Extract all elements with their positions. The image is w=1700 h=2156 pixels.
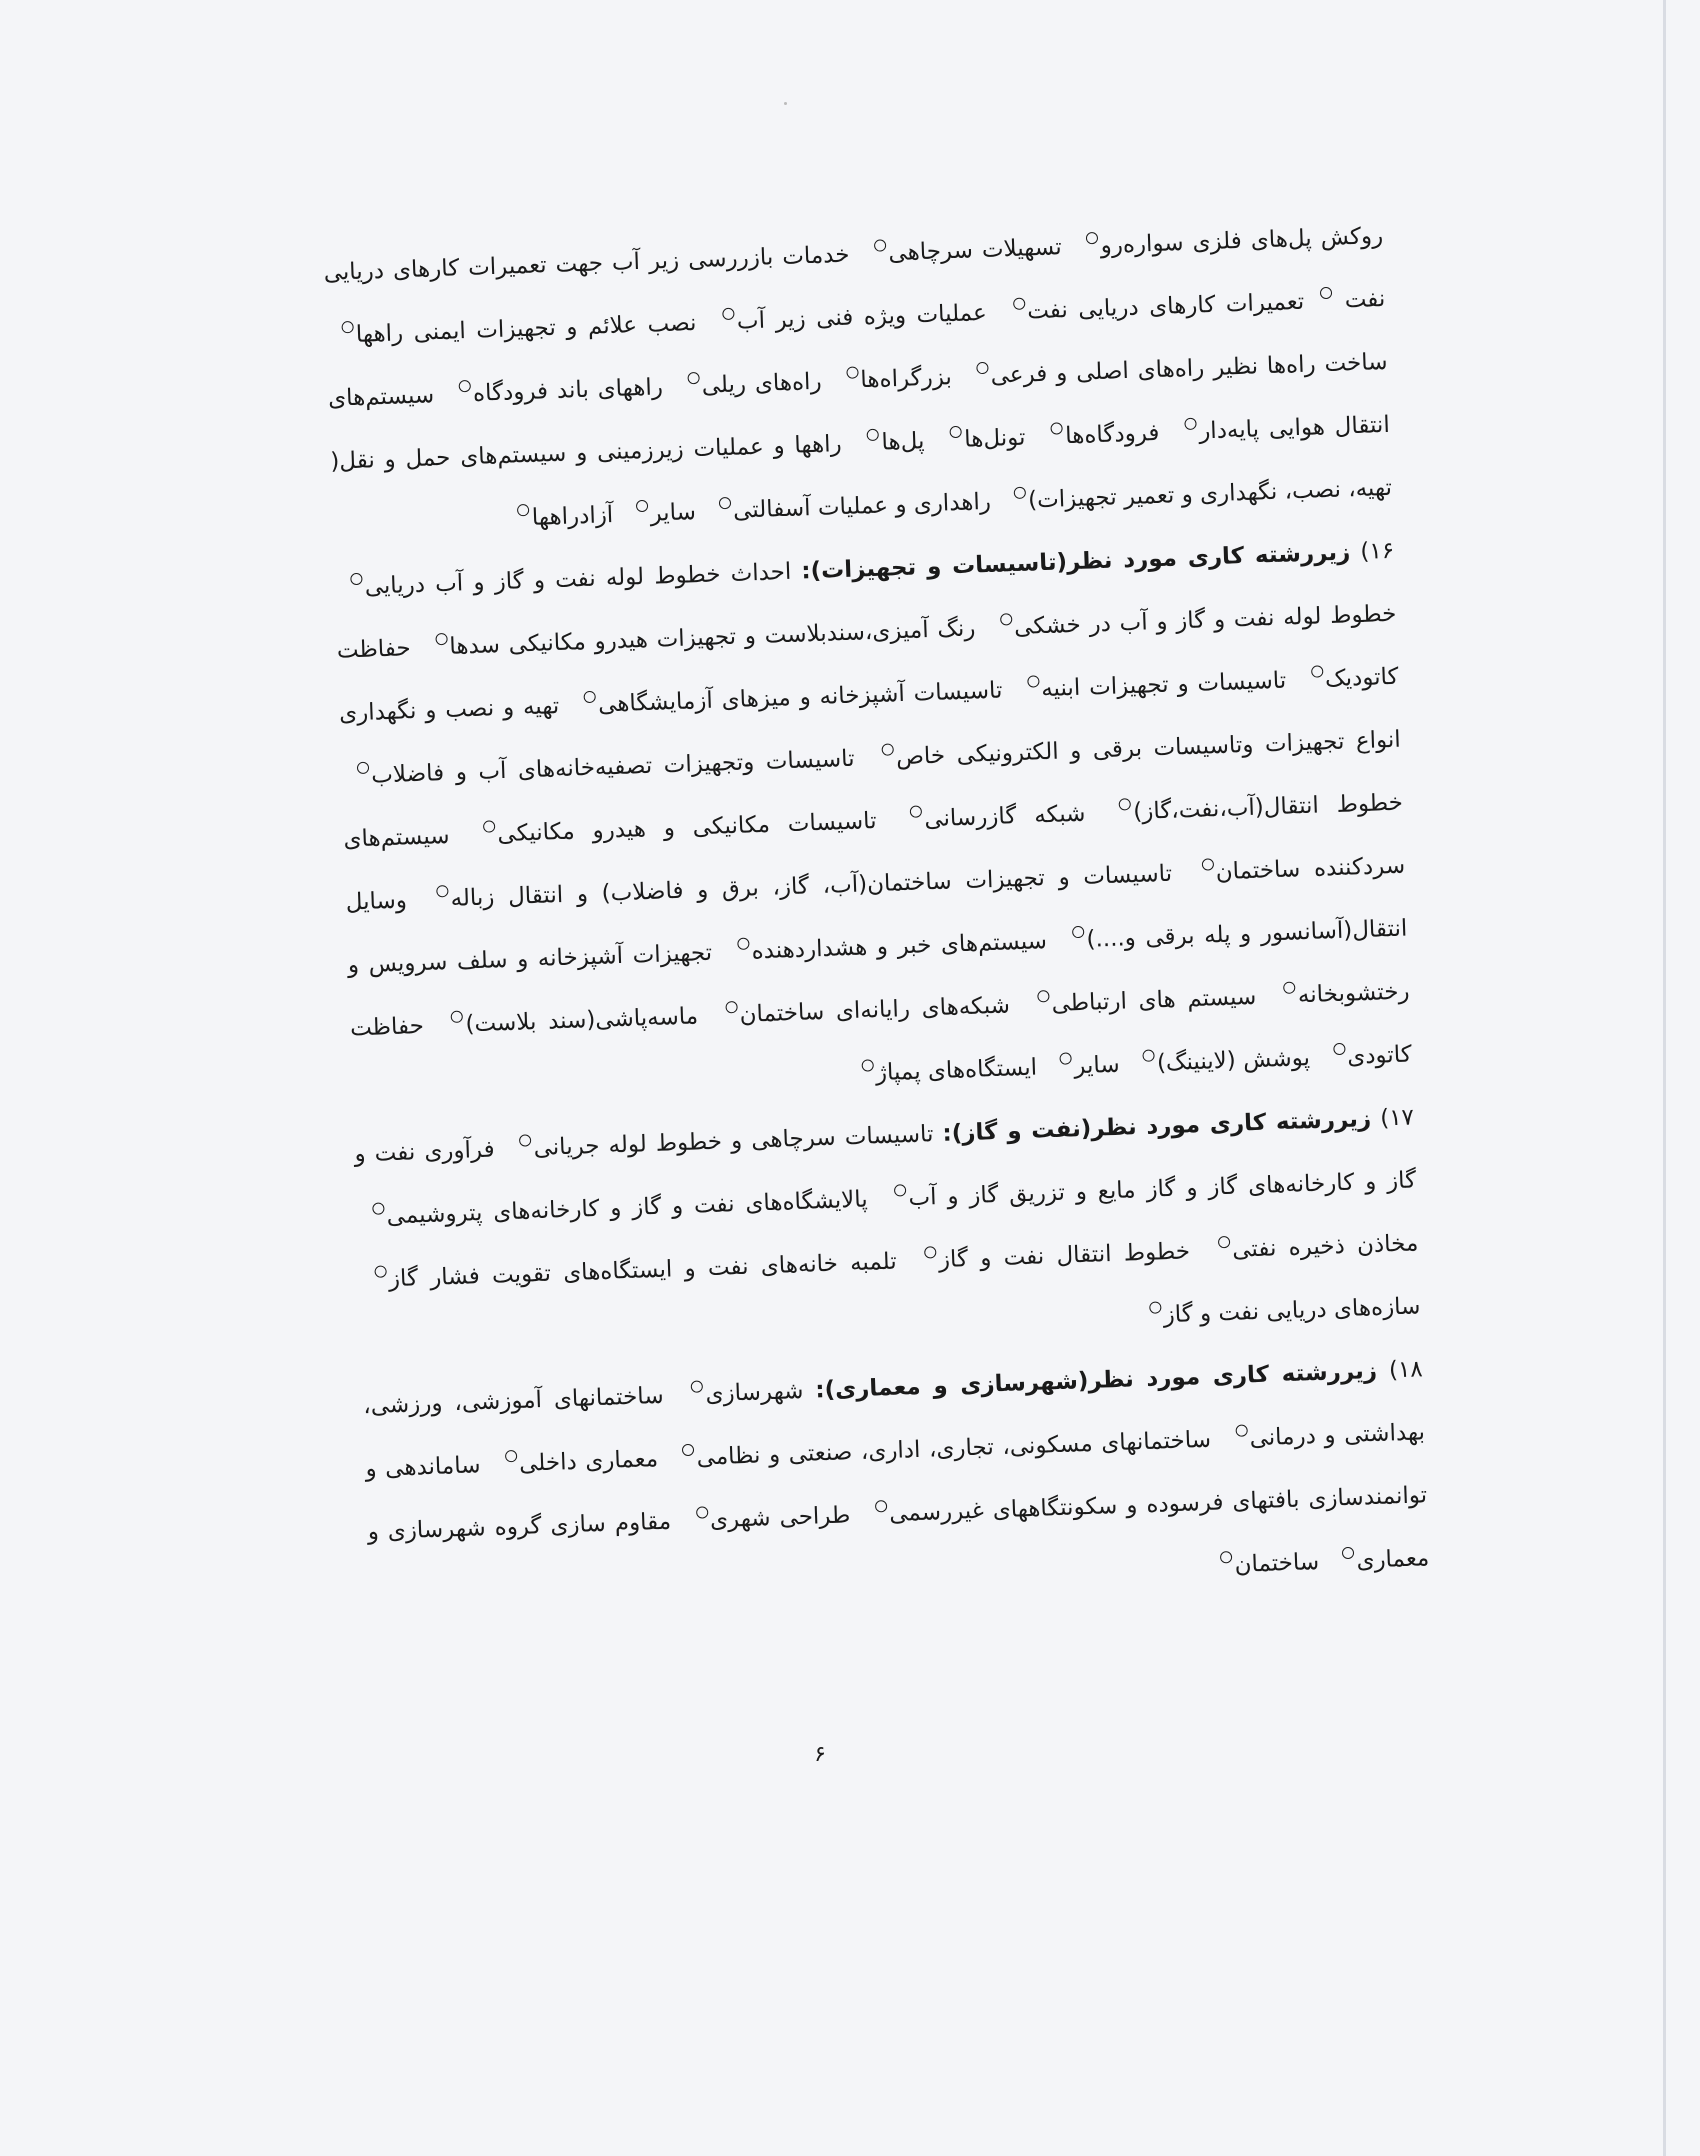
section-17 (353, 1086, 1421, 1375)
section-heading: زیررشته کاری مورد نظر(نفت و گاز): (942, 1105, 1372, 1147)
section-number: ۱۸) (1388, 1356, 1424, 1384)
option-item: خطوط انتقال نفت و گاز (908, 1238, 1190, 1274)
option-circle-icon[interactable] (722, 308, 734, 320)
option-item: ایستگاه‌های پمپاژ (845, 1055, 1037, 1088)
page-number: ۶ (814, 1742, 826, 1767)
option-item: سیستم‌های خبر و هشداردهنده (721, 928, 1047, 965)
option-circle-icon[interactable] (436, 885, 448, 897)
option-item: ماسه‌پاشی(سند بلاست) (435, 1003, 698, 1038)
section-number: ۱۶) (1359, 537, 1395, 565)
section-18 (362, 1338, 1430, 1627)
option-circle-icon[interactable] (696, 1506, 708, 1518)
option-item: حفاظت کاتودیک (336, 635, 1399, 693)
option-item: ساختمان (1204, 1549, 1319, 1579)
option-circle-icon[interactable] (374, 1265, 386, 1277)
option-circle-icon[interactable] (435, 633, 447, 645)
option-circle-icon[interactable] (924, 1246, 936, 1258)
option-item: حفاظت کاتودی (349, 1012, 1413, 1070)
option-circle-icon[interactable] (1185, 418, 1197, 430)
option-circle-icon[interactable] (910, 805, 922, 817)
option-item: سازه‌های دریایی نفت و گاز (1133, 1293, 1421, 1329)
option-item: تاسیسات سرچاهی و خطوط لوله جریانی (503, 1121, 934, 1162)
option-item: تاسیسات آشپزخانه و میزهای آزمایشگاهی (568, 678, 1003, 719)
option-item: مخاذن ذخیره نفتی (1202, 1230, 1419, 1264)
option-circle-icon[interactable] (1142, 1049, 1154, 1061)
section-heading: زیررشته کاری مورد نظر(تاسیسات و تجهیزات): (800, 539, 1351, 585)
option-circle-icon[interactable] (1235, 1424, 1247, 1436)
option-circle-icon[interactable] (350, 573, 362, 585)
option-item: شبکه گازرسانی (894, 801, 1086, 834)
option-item: وسایل انتقال(آسانسور و پله برقی و....) (345, 887, 1408, 953)
option-circle-icon[interactable] (882, 743, 894, 755)
option-item: خطوط انتقال(آب،نفت،گاز) (1103, 790, 1403, 826)
option-circle-icon[interactable] (874, 239, 886, 251)
option-circle-icon[interactable] (1060, 1052, 1072, 1064)
option-item: ساختمانهای آموزشی، ورزشی، بهداشتی و درمانی (362, 1382, 1426, 1452)
section-number: ۱۷) (1379, 1104, 1415, 1132)
option-item: راه‌های ریلی (671, 369, 822, 400)
option-item: تاسیسات وتجهیزات تصفیه‌خانه‌های آب و فاضلاب (341, 746, 855, 790)
scan-speck (784, 102, 787, 105)
option-item: شبکه‌های رایانه‌ای ساختمان (709, 992, 1010, 1028)
option-circle-icon[interactable] (1220, 1551, 1232, 1563)
option-item: فرآوری نفت و گاز و کارخانه‌های گاز و گاز مایع و تزریق گاز و آب (354, 1136, 1417, 1212)
option-circle-icon[interactable] (719, 497, 731, 509)
option-circle-icon[interactable] (687, 372, 699, 384)
option-item: خدمات بازررسی زیر آب جهت تعمیرات کارهای دریایی نفت (323, 241, 1386, 314)
section-heading: زیررشته کاری مورد نظر(شهرسازی و معماری): (814, 1357, 1378, 1404)
option-circle-icon[interactable] (505, 1450, 517, 1462)
option-circle-icon[interactable] (341, 321, 353, 333)
option-item: آزادراهها (501, 502, 613, 532)
option-circle-icon[interactable] (1000, 613, 1012, 625)
option-circle-icon[interactable] (584, 691, 596, 703)
option-circle-icon[interactable] (1014, 487, 1026, 499)
option-item: نصب علائم و تجهیزات ایمنی راهها (325, 310, 696, 349)
document-body (323, 205, 1431, 1627)
option-item: راهها و عملیات زیرزمینی و سیستم‌های حمل و نقل( تهیه، نصب، نگهداری و تعمیر تجهیزات) (329, 431, 1393, 514)
option-item: احداث خطوط لوله نفت و گاز و آب دریایی (334, 559, 791, 601)
option-circle-icon[interactable] (372, 1202, 384, 1214)
option-circle-icon[interactable] (483, 820, 495, 832)
option-item: پالایشگاه‌های نفت و گاز و کارخانه‌های پتروشیمی (356, 1187, 868, 1231)
option-circle-icon[interactable] (725, 1001, 737, 1013)
option-item: سایر (1044, 1052, 1120, 1081)
option-circle-icon[interactable] (1311, 665, 1323, 677)
option-circle-icon[interactable] (861, 1059, 873, 1071)
option-circle-icon[interactable] (1149, 1301, 1161, 1313)
option-item: تهیه و نصب و نگهداری انواع تجهیزات وتاسیسات برقی و الکترونیکی خاص (338, 693, 1402, 771)
option-item: پوشش (لاینینگ) (1127, 1045, 1311, 1077)
option-item: تونل‌ها (934, 425, 1026, 454)
option-item: ساخت راه‌ها نظیر راه‌های اصلی و فرعی (960, 349, 1388, 390)
option-item: سایر (620, 499, 696, 528)
option-circle-icon[interactable] (1201, 858, 1213, 870)
option-circle-icon[interactable] (846, 366, 858, 378)
option-item: رنگ آمیزی،سندبلاست و تجهیزات هیدرو مکانیکی سدها (419, 615, 976, 660)
option-circle-icon[interactable] (357, 762, 369, 774)
option-circle-icon[interactable] (867, 429, 879, 441)
option-circle-icon[interactable] (950, 426, 962, 438)
option-item: تاسیسات و تجهیزات ساختمان(آب، گاز، برق و فاضلاب) و انتقال زباله (420, 861, 1172, 913)
option-item: طراحی شهری (680, 1502, 851, 1534)
intro-options-paragraph (323, 205, 1393, 557)
option-circle-icon[interactable] (1072, 926, 1084, 938)
option-item: فرودگاه‌ها (1035, 420, 1160, 450)
option-item: خطوط لوله نفت و گاز و آب در خشکی (984, 601, 1397, 641)
option-item: راههای باند فرودگاه (443, 374, 664, 408)
option-item: راهداری و عملیات آسفالتی (703, 489, 992, 525)
option-circle-icon[interactable] (636, 500, 648, 512)
option-item: مقاوم سازی گروه شهرسازی و معماری (367, 1508, 1430, 1574)
option-circle-icon[interactable] (1027, 675, 1039, 687)
option-circle-icon[interactable] (875, 1500, 887, 1512)
option-item: تاسیسات و تجهیزات ابنیه (1011, 668, 1287, 704)
option-circle-icon[interactable] (1086, 232, 1098, 244)
option-item: تسهیلات سرچاهی (858, 234, 1062, 267)
option-circle-icon[interactable] (976, 362, 988, 374)
option-item: عملیات ویژه فنی زیر آب (707, 300, 988, 336)
option-circle-icon[interactable] (459, 380, 471, 392)
scan-edge-shadow (1663, 0, 1666, 2156)
option-item: بزرگراه‌ها (830, 364, 952, 394)
option-circle-icon[interactable] (517, 504, 529, 516)
option-circle-icon[interactable] (1342, 1547, 1354, 1559)
option-circle-icon[interactable] (682, 1444, 694, 1456)
option-circle-icon[interactable] (894, 1184, 906, 1196)
option-circle-icon[interactable] (1283, 981, 1295, 993)
option-circle-icon[interactable] (519, 1134, 531, 1146)
option-circle-icon[interactable] (1119, 798, 1131, 810)
option-circle-icon[interactable] (691, 1380, 703, 1392)
option-item: ساماندهی و توانمندسازی بافتهای فرسوده و سکونتگاههای غیررسمی (365, 1452, 1428, 1527)
option-item: تعمیرات کارهای دریایی نفت (997, 288, 1335, 326)
option-item: روکش پل‌های فلزی سواره‌رو (1070, 223, 1383, 260)
option-item: تلمبه خانه‌های نفت و ایستگاه‌های تقویت فشار گاز (358, 1249, 897, 1294)
option-item: معماری داخلی (489, 1446, 659, 1478)
section-16 (334, 520, 1413, 1124)
option-circle-icon[interactable] (451, 1011, 463, 1023)
option-item: تاسیسات مکانیکی و هیدرو مکانیکی (467, 808, 877, 848)
option-item: سیستم‌های سردکننده ساختمان (343, 822, 1406, 886)
option-item: ساختمانهای مسکونی، تجاری، اداری، صنعتی و نظامی (666, 1427, 1211, 1472)
option-item: تجهیزات آشپزخانه و سلف سرویس و رختشوبخانه (347, 939, 1410, 1009)
option-circle-icon[interactable] (1013, 298, 1025, 310)
option-circle-icon[interactable] (1218, 1236, 1230, 1248)
option-circle-icon[interactable] (1333, 1043, 1345, 1055)
option-circle-icon[interactable] (737, 938, 749, 950)
option-item: سیستم های ارتباطی (1021, 984, 1257, 1018)
option-item: پل‌ها (851, 428, 925, 457)
option-item: سیستم‌های انتقال هوایی پایه‌دار (327, 382, 1391, 445)
option-item: شهرسازی (675, 1378, 804, 1408)
option-circle-icon[interactable] (1051, 422, 1063, 434)
option-circle-icon[interactable] (1320, 287, 1332, 299)
option-circle-icon[interactable] (1037, 990, 1049, 1002)
